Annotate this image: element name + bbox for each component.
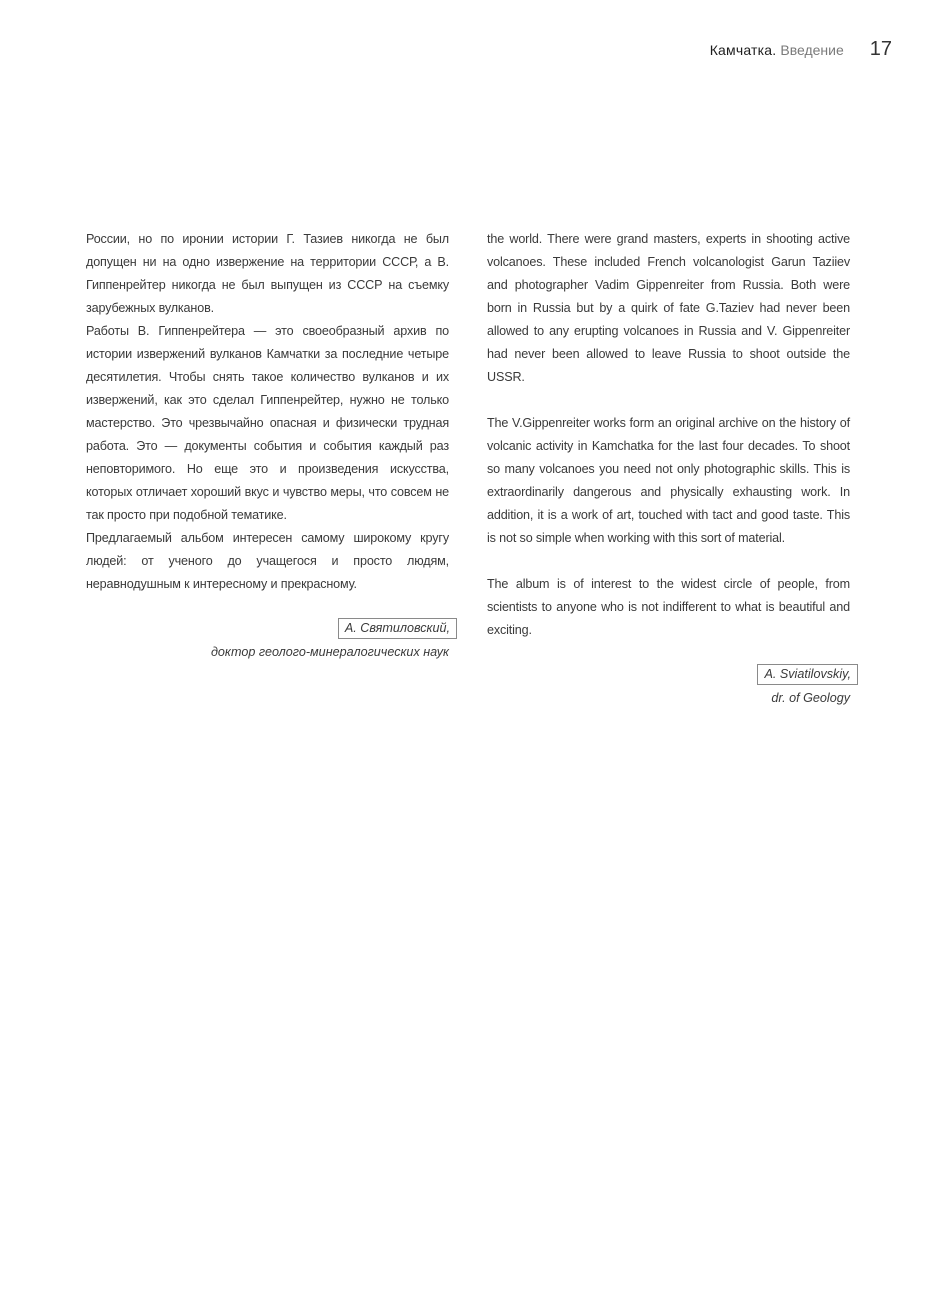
signature-title: доктор геолого-минералогических наук [210, 645, 449, 659]
russian-column [86, 228, 449, 662]
signature-title: dr. of Geology [771, 691, 850, 705]
russian-paragraph: Предлагаемый альбом интересен самому широкому кругу людей: от ученого до учащегося и просто людям, неравнодушным к интересному и прекрасному. [86, 531, 449, 591]
english-signature [487, 664, 850, 708]
english-column [487, 228, 850, 708]
english-text [487, 228, 850, 642]
running-header [710, 38, 892, 61]
russian-signature [86, 618, 449, 662]
russian-text [86, 228, 449, 596]
russian-paragraph: России, но по иронии истории Г. Тазиев никогда не был допущен ни на одно извержение на территории СССР, а В. Гиппенрейтер никогда не был выпущен из СССР на съемку зарубежных вулканов. [86, 232, 449, 315]
signature-name-box: А. Святиловский, [338, 618, 457, 639]
english-paragraph: The V.Gippenreiter works form an original archive on the history of volcanic activity in Kamchatka for the last four decades. To shoot so many volcanoes you need not only photographic skills. This is extraordinarily dangerous and physically exhausting work. In addition, it is a work of art, touched with tact and good taste. This is not so simple when working with this sort of material. [487, 416, 850, 545]
signature-name-box: A. Sviatilovskiy, [757, 664, 858, 685]
book-title: Камчатка. [709, 42, 777, 58]
english-paragraph: the world. There were grand masters, experts in shooting active volcanoes. These included French volcanologist Garun Taziiev and photographer Vadim Gippenreiter from Russia. Both were born in Russia but by a quirk of fate G.Taziev had never been allowed to any erupting volcanoes in Russia and V. Gippenreiter had never been allowed to leave Russia to shoot outside the USSR. [487, 232, 850, 384]
russian-paragraph: Работы В. Гиппенрейтера — это своеобразный архив по истории извержений вулканов Камчатки за последние четыре десятилетия. Чтобы снять такое количество вулканов и их извержений, как это сделал Гиппенрейтер, нужно не только мастерство. Это чрезвычайно опасная и физически трудная работа. Это — документы события и события каждый раз неповторимого. Но еще это и произведения искусства, которых отличает хороший вкус и чувство меры, что совсем не так просто при подобной тематике. [86, 324, 449, 522]
english-paragraph: The album is of interest to the widest circle of people, from scientists to anyone who is not indifferent to what is beautiful and exciting. [487, 577, 850, 637]
page-number: 17 [869, 38, 892, 60]
section-title: Введение [780, 42, 844, 58]
